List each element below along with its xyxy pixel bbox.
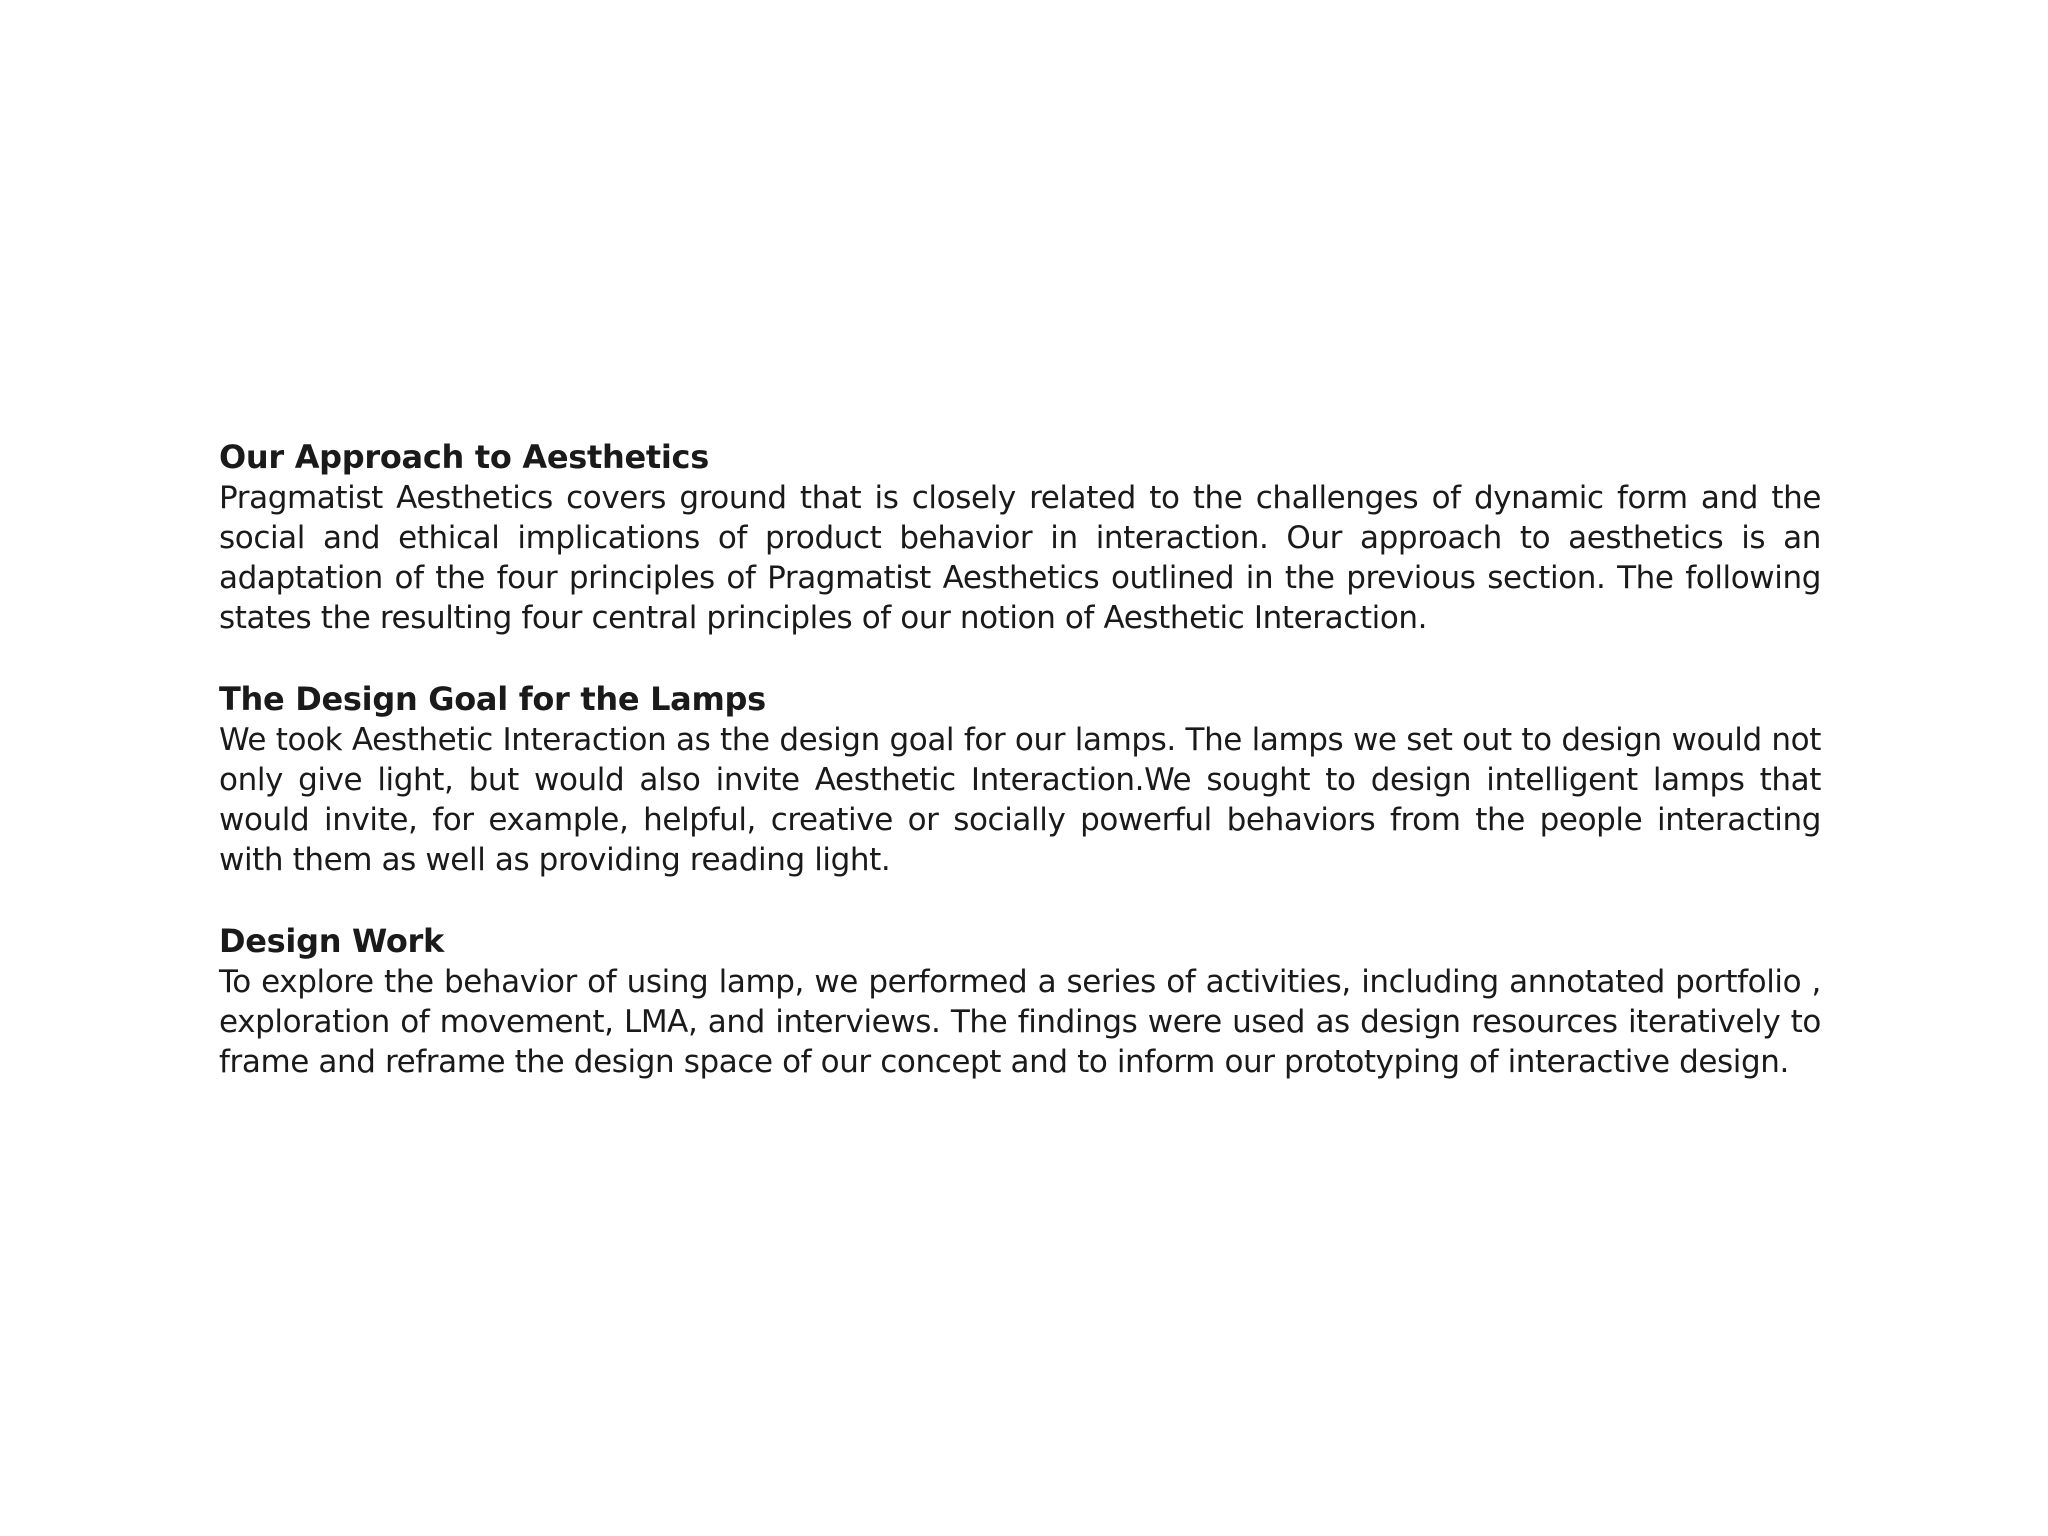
document-body: [219, 436, 1821, 1122]
section-paragraph: To explore the behavior of using lamp, we performed a series of activities, including annotated portfolio , exploration of movement, LMA, and interviews. The findings were used as design resources iteratively to frame and reframe the design space of our concept and to inform our prototyping of interactive design.: [219, 964, 1821, 1080]
section-heading: Design Work: [219, 922, 445, 960]
section-design-goal: [219, 678, 1821, 880]
section-paragraph: Pragmatist Aesthetics covers ground that is closely related to the challenges of dynamic form and the social and ethical implications of product behavior in interaction. Our approach to aesthetics is an adaptation of the four principles of Pragmatist Aesthetics outlined in the previous section. The following states the resulting four central principles of our notion of Aesthetic Interaction.: [219, 480, 1821, 636]
section-heading: The Design Goal for the Lamps: [219, 680, 766, 718]
section-approach-to-aesthetics: [219, 436, 1821, 638]
section-design-work: [219, 920, 1821, 1082]
section-heading: Our Approach to Aesthetics: [219, 438, 709, 476]
section-paragraph: We took Aesthetic Interaction as the design goal for our lamps. The lamps we set out to design would not only give light, but would also invite Aesthetic Interaction.We sought to design intelligent lamps that would invite, for example, helpful, creative or socially powerful behaviors from the people interacting with them as well as providing reading light.: [219, 722, 1821, 878]
